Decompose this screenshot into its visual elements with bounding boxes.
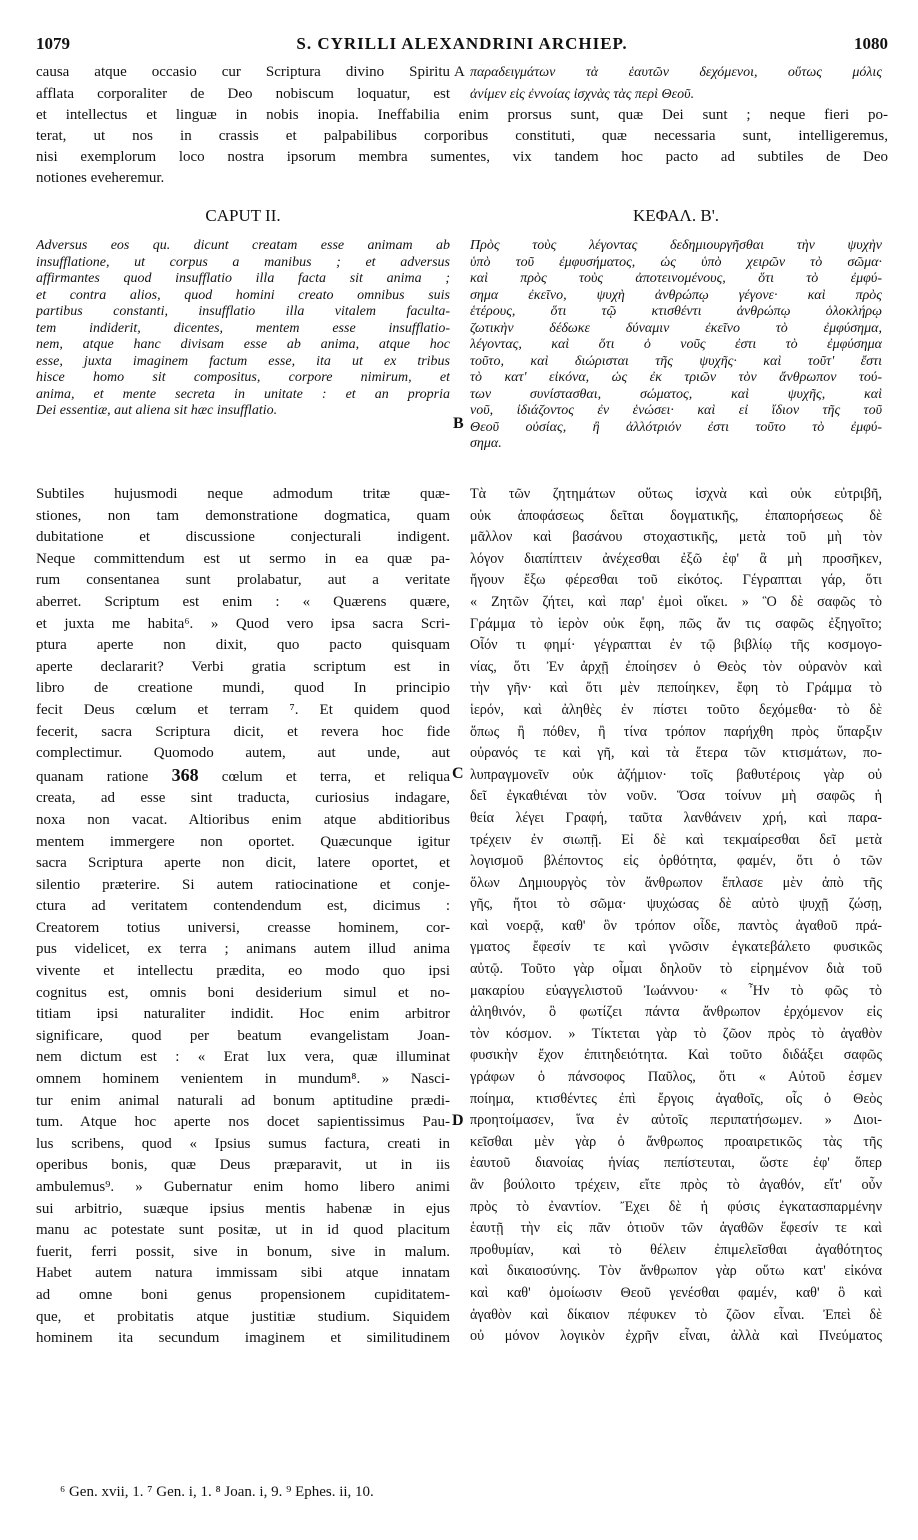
summary-greek <box>470 238 882 453</box>
text-line: nem, atque hanc divisam esse ab anima, atque hoc <box>36 337 450 352</box>
intro-full-width <box>36 105 888 189</box>
text-line: τοῦτο, καὶ διώρισται τῆς ψυχῆς· καὶ τοῦτ' ἔστι <box>470 353 882 369</box>
text-line: δεῖ ἐγκαθιέναι τὸν νοῦν. Ὅσα τοίνυν μὴ σαφῶς ἡ <box>470 788 882 805</box>
text-line: terat, ut nos in crassis et palpabilibus corporibus constituti, quæ necessaria sunt, intelligeremus, <box>36 128 888 144</box>
text-line: partibus constanti, insufflatio illa vitalem faculta- <box>36 304 450 319</box>
text-line: sacra Scriptura aperte non dicit, latere oportet, et <box>36 855 450 872</box>
text-line: sui arbitrio, suæque ipsius mentis habenæ in ejus <box>36 1200 450 1217</box>
text-line: ἱερόν, καὶ ἀληθὲς ἐν πίστει τοῦτο δεχόμεθα· τὸ δὲ <box>470 701 882 718</box>
text-line: ὅλων Δημιουργὸς τὸν ἄνθρωπον ἔπλασε μὲν ἀπὸ τῆς <box>470 874 882 891</box>
text-line: φυσικὴν ἔχον ἐπιτηδειότητα. Καὶ τοῦτο διδάξει σαφῶς <box>470 1047 882 1064</box>
text-line: ἀληθινόν, ὃ φωτίζει πάντα ἄνθρωπον ἐρχόμενον εἰς <box>470 1004 882 1021</box>
text-line: Adversus eos qu. dicunt creatam esse animam ab <box>36 238 450 253</box>
page-header <box>36 34 888 60</box>
text-line: ctura ad veritatem contendendum est, dicimus : <box>36 898 450 915</box>
text-line: hisce homo sit compositus, corpore nimirum, et <box>36 370 450 385</box>
text-line: pus videlicet, ex terra ; animans autem illud anima <box>36 941 450 958</box>
text-line: οὐκ ἀποφάσεως δεῖται δογματικῆς, ἐπαπορήσεως δὲ <box>470 507 882 524</box>
text-line: γῆς, ἤτοι τὸ σῶμα· ψυχώσας δὲ αὐτὸ ψυχῇ ζώσῃ, <box>470 896 882 913</box>
text-line: αὐτῷ. Τοῦτο γὰρ οἶμαι δηλοῦν τὸ εἰρημένον διὰ τοῦ <box>470 961 882 978</box>
text-line: et contra alios, quod homini creato omnibus suis <box>36 287 450 303</box>
text-line: anima, et mente secreta in unitate : et an propria <box>36 386 450 402</box>
column-number: 368 <box>171 764 199 785</box>
text-line: μακαρίου εὐαγγελιστοῦ Ἰωάννου· « Ἦν τὸ φῶς τὸ <box>470 982 882 999</box>
text-line: των συνίστασθαι, σώματος, καὶ ψυχῆς, καὶ <box>470 386 882 402</box>
text-line: καὶ δικαιοσύνης. Τὸν ἄνθρωπον γὰρ οὕτω κατ' εἰκόνα <box>470 1263 882 1280</box>
text-line: νίας, ὅτι Ἐν ἀρχῇ ἐποίησεν ὁ Θεὸς τὸν οὐρανὸν καὶ <box>470 658 882 675</box>
text-line: καὶ καθ' ὁμοίωσιν Θεοῦ γενέσθαι φαμέν, καθ' ὃ καὶ <box>470 1284 882 1301</box>
text-fragment: cœlum et terra, et reliqua <box>221 768 450 785</box>
section-marker-d: D <box>452 1112 464 1129</box>
text-line: λυπραγμονεῖν οὐκ ἀζήμιον· τοῖς βαθυτέροις γὰρ οὐ <box>470 766 882 783</box>
latin-body <box>36 484 450 1350</box>
text-line: ἑαυτῇ τὴν εἰς πᾶν ὁτιοῦν τῶν ἀγαθῶν ἔφεσίν τε καὶ <box>470 1220 882 1237</box>
text-line: « Ζητῶν ζήτει, καὶ παρ' ἐμοὶ οἴκει. » Ὃ δὲ σαφῶς τὸ <box>470 593 882 610</box>
text-line: ζωτικὴν δέδωκε δύναμιν ἐκεῖνο τὸ ἐμφύσημα, <box>470 320 882 336</box>
text-line: aperte declararit? Verbi gratia scriptum est in <box>36 658 450 675</box>
text-line: esse, juxta imaginem factum esse, ita ut ex tribus <box>36 353 450 369</box>
text-line: lus scribens, quod « Ipsius sumus factura, creati in <box>36 1135 450 1152</box>
text-line: Subtiles hujusmodi neque admodum tritæ quæ- <box>36 486 450 502</box>
text-line: ptura aperte non dixit, quo pacto quisquam <box>36 637 450 654</box>
text-line: Οἷόν τι φημί· γέγραπται ἐν τῷ βιβλίῳ τῆς κοσμογο- <box>470 637 882 654</box>
text-line: cognitus est, omnis boni desiderium simul et no- <box>36 984 450 1001</box>
text-line: ἑαυτοῦ διανοίας ἡνίας πεπίστευται, ὥστε ἐφ' ὅπερ <box>470 1155 882 1172</box>
text-line: ὑπὸ τοῦ ἐμφυσήματος, ὡς ὑπὸ χειρῶν τὸ σῶμα· <box>470 254 882 270</box>
text-line: mentem immergere non oportet. Quæcunque igitur <box>36 833 450 850</box>
text-line: τὸν κόσμον. » Τίκτεται γὰρ τὸ ζῶον πρὸς τὸ ἀγαθὸν <box>470 1025 882 1042</box>
section-marker-a: A <box>454 64 465 80</box>
page-number-left: 1079 <box>36 34 70 53</box>
text-line: Dei essentiæ, aut aliena sit hæc insufflatio. <box>36 403 278 418</box>
text-line: οὐρανός τε καὶ γῆ, καὶ τὰ ἕτερα τῶν κτισμάτων, πο- <box>470 745 882 762</box>
text-line: προθυμίαν, καὶ τὸ θέλειν ἐπιμελεῖσθαι ἀγαθότητος <box>470 1241 882 1258</box>
text-line: ambulemus⁹. » Gubernatur enim homo libero animi <box>36 1179 450 1195</box>
chapter-heading-latin: CAPUT II. <box>205 206 281 225</box>
text-line: καὶ πρὸς τοὺς ἀποτεινομένους, ὅτι τὸ ἐμφύ- <box>470 271 882 286</box>
text-line: ad omne boni genus propensionem cupiditatem- <box>36 1286 450 1303</box>
footnotes: ⁶ Gen. xvii, 1. ⁷ Gen. i, 1. ⁸ Joan. i, 9. ⁹ Ephes. ii, 10. <box>60 1484 374 1500</box>
text-line: ἑτέρους, ὅτι τῷ κτισθέντι ἀνθρώπῳ ὁλοκλήρῳ <box>470 304 882 319</box>
intro-greek <box>470 62 882 105</box>
text-line: notiones eveheremur. <box>36 170 165 186</box>
text-line: προητοίμασεν, ἵνα ἐν αὐτοῖς περιπατήσωμεν. » Διοι- <box>470 1112 882 1129</box>
text-line: libro de creatione mundi, quod In principio <box>36 680 450 697</box>
section-marker-c: C <box>452 765 464 782</box>
summary-latin <box>36 238 450 420</box>
text-line: vivente et intellectu prædita, eo modo quo ipsi <box>36 963 450 980</box>
text-line: Πρὸς τοὺς λέγοντας δεδημιουργῆσθαι τὴν ψυχὴν <box>470 238 882 253</box>
greek-body <box>470 484 882 1348</box>
text-line: significare, quod per beatum evangelistam Joan- <box>36 1027 450 1044</box>
text-line: noxa non vacat. Altioribus enim atque abditioribus <box>36 811 450 828</box>
text-line: affirmantes quod insufflatio illa facta sit anima ; <box>36 271 450 286</box>
text-line: ὅπως ἢ πόθεν, ἢ τίνα τρόπον παρήχθη πρὸς ὕπαρξιν <box>470 723 882 740</box>
text-line: omnem hominem venientem in mundum⁸. » Nasci- <box>36 1071 450 1088</box>
text-line: hominem ita secundum imaginem et similitudinem <box>36 1330 450 1347</box>
text-line: Habet autem natura immissam sibi atque innatam <box>36 1265 450 1282</box>
page-number-right: 1080 <box>854 34 888 53</box>
text-line: λογισμοῦ βλέποντος εἰς ὀρθότητα, φαμέν, ὅτι ὁ τῶν <box>470 853 882 870</box>
text-line: afflata corporaliter de Deo nobiscum loquatur, est <box>36 85 450 102</box>
text-line: stiones, non tam demonstratione dogmatica, quam <box>36 507 450 524</box>
text-line: καὶ νοερᾷ, καθ' ὃν τρόπον οἶδε, παντὸς ἀγαθοῦ πρά- <box>470 917 882 934</box>
text-line: σημα ἐκεῖνο, ψυχὴ ἀνθρώπῳ γέγονε· καὶ πρὸς <box>470 287 882 303</box>
text-line: tum. Atque hoc aperte nos docet sapientissimus Pau- <box>36 1114 450 1131</box>
text-line: Γράμμα τὸ ἱερὸν οὐκ ἔφη, πῶς ἄν τις σαφῶς ἐξηγοῖτο; <box>470 615 882 632</box>
running-title: S. CYRILLI ALEXANDRINI ARCHIEP. <box>296 34 628 53</box>
text-line: Neque committendum est ut sermo in ea quæ pa- <box>36 550 450 567</box>
text-line: causa atque occasio cur Scriptura divino Spiritu <box>36 64 450 80</box>
text-line: τὸ κατ' εἰκόνα, ὡς ἐκ τριῶν τὸν ἄνθρωπον τού- <box>470 370 882 385</box>
text-line: titiam ipsi naturaliter indidit. Hoc enim arbitror <box>36 1006 450 1023</box>
text-line: λέγοντας, καὶ ὅτι ὁ νοῦς ἐστι τὸ ἐμφύσημα <box>470 337 882 352</box>
text-line: silentio præterire. Si autem ratiocinatione et conje- <box>36 876 450 893</box>
text-line: γράφων ὁ πάνσοφος Παῦλος, ὅτι « Αὐτοῦ ἐσμεν <box>470 1069 882 1086</box>
text-line: insufflatione, ut corpus a manibus ; et adversus <box>36 254 450 270</box>
text-line: μᾶλλον καὶ βασάνου στοχαστικῆς, μετὰ τοῦ μὴ τὸν <box>470 529 882 546</box>
text-line: operibus bonis, quæ Deus præparavit, ut in iis <box>36 1157 450 1174</box>
text-line: παραδειγμάτων τὰ ἑαυτῶν δεχόμενοι, οὕτως μόλις <box>470 65 882 80</box>
text-fragment: quanam ratione <box>36 768 149 785</box>
text-line: nisi exemplorum loco nostra ipsorum membra sumentes, vix tandem hoc pacto ad subtiles de Deo <box>36 149 888 165</box>
text-line: fecerit, sacra Scriptura dicit, et revera hoc fide <box>36 723 450 740</box>
text-line: manu ac potestate sunt positæ, ut in id quod placitum <box>36 1222 450 1239</box>
text-line: Τὰ τῶν ζητημάτων οὕτως ἰσχνὰ καὶ οὐκ εὐτριβῆ, <box>470 486 882 502</box>
text-line: ἂν βούλοιτο τρέχειν, εἴτε πρὸς τὸ ἀγαθόν, εἴτ' οὖν <box>470 1177 882 1193</box>
text-line: ἀνίμεν εἰς ἐννοίας ἰσχνὰς τὰς περὶ Θεοῦ. <box>470 86 695 102</box>
intro-latin <box>36 62 450 105</box>
text-line: ποίημα, κτισθέντες ἐπὶ ἔργοις ἀγαθοῖς, οἷς ὁ Θεὸς <box>470 1090 882 1107</box>
text-line: que, et probitatis atque justitiæ studium. Siquidem <box>36 1308 450 1325</box>
text-line <box>36 765 450 789</box>
text-line: Θεοῦ οὐσίας, ἢ ἀλλότριόν ἐστι τοῦτο τὸ ἐμφύ- <box>470 419 882 435</box>
text-line: νοῦ, ἰδιάζοντος ἐν ἑνώσει· καὶ εἰ ἴδιον τῆς τοῦ <box>470 403 882 418</box>
text-line: rum consentanea sunt prolabatur, aut a veritate <box>36 572 450 589</box>
section-marker-b: B <box>453 415 464 432</box>
text-line: λόγον διαπίπτειν ἀνέχεσθαι ἐξῶ ἐφ' ἃ μὴ προσῆκεν, <box>470 550 882 567</box>
text-line: πρὸς τὸ ἐναντίον. Ἔχει δὲ ἡ φύσις ἐγκατασπαρμένην <box>470 1198 882 1215</box>
text-line: nem dictum est : « Erat lux vera, quæ illuminat <box>36 1049 450 1066</box>
text-line: complectimur. Quomodo autem, aut unde, aut <box>36 745 450 762</box>
text-line: οὐ μόνον λογικὸν ἐχρῆν εἶναι, ἀλλὰ καὶ Πνεύματος <box>470 1328 882 1345</box>
text-line: creata, ad esse sint traducta, curiosius indagare, <box>36 790 450 807</box>
chapter-heading-greek: ΚΕΦΑΛ. Β'. <box>632 206 720 225</box>
text-line: fecit Deus cœlum et terram ⁷. Et quidem quod <box>36 701 450 718</box>
text-line: θεία λέγει Γραφή, ταῦτα λανθάνειν χρή, καὶ παρα- <box>470 809 882 826</box>
text-line: γματος ἔφεσίν τε καὶ γνῶσιν ἐγκατεβάλετο φυσικῶς <box>470 939 882 956</box>
text-line: ἤγουν ἔξω φέρεσθαι τοῦ εἰκότος. Γέγραπται γάρ, ὅτι <box>470 572 882 589</box>
text-line: ἀγαθὸν καὶ δίκαιον πέφυκεν τὸ ζῶον εἶναι. Ἐπεὶ δὲ <box>470 1306 882 1323</box>
text-line: κεῖσθαι μὲν γὰρ ὁ ἄνθρωπος προαιρετικῶς τὰς τῆς <box>470 1133 882 1150</box>
text-line: τρέχειν ἐν σιωπῇ. Εἰ δὲ καὶ τεκμαίρεσθαι δεῖ μετὰ <box>470 831 882 848</box>
text-line: tur enim animal naturali ad bonum aptitudine prædi- <box>36 1092 450 1109</box>
text-line: Creatorem totius universi, creasse hominem, cor- <box>36 919 450 936</box>
text-line: et juxta me habita⁶. » Quod vero ipsa sacra Scri- <box>36 615 450 632</box>
text-line: σημα. <box>470 436 502 451</box>
text-line: et intellectus et linguæ in nobis inopia. Ineffabilia enim prorsus sunt, quæ Dei sunt ; neque fieri po- <box>36 107 888 123</box>
text-line: τὴν γῆν· καὶ ὅτι μὲν πεποίηκεν, ἔφη τὸ Γράμμα τὸ <box>470 680 882 697</box>
text-line: tem indiderit, dicentes, mentem esse insufflatio- <box>36 320 450 336</box>
text-line: dubitatione et discussione conjecturali indigent. <box>36 529 450 546</box>
text-line: fuerit, ferri possit, sive in bonum, sive in malum. <box>36 1243 450 1260</box>
text-line: aberret. Scriptum est enim : « Quærens quære, <box>36 593 450 610</box>
